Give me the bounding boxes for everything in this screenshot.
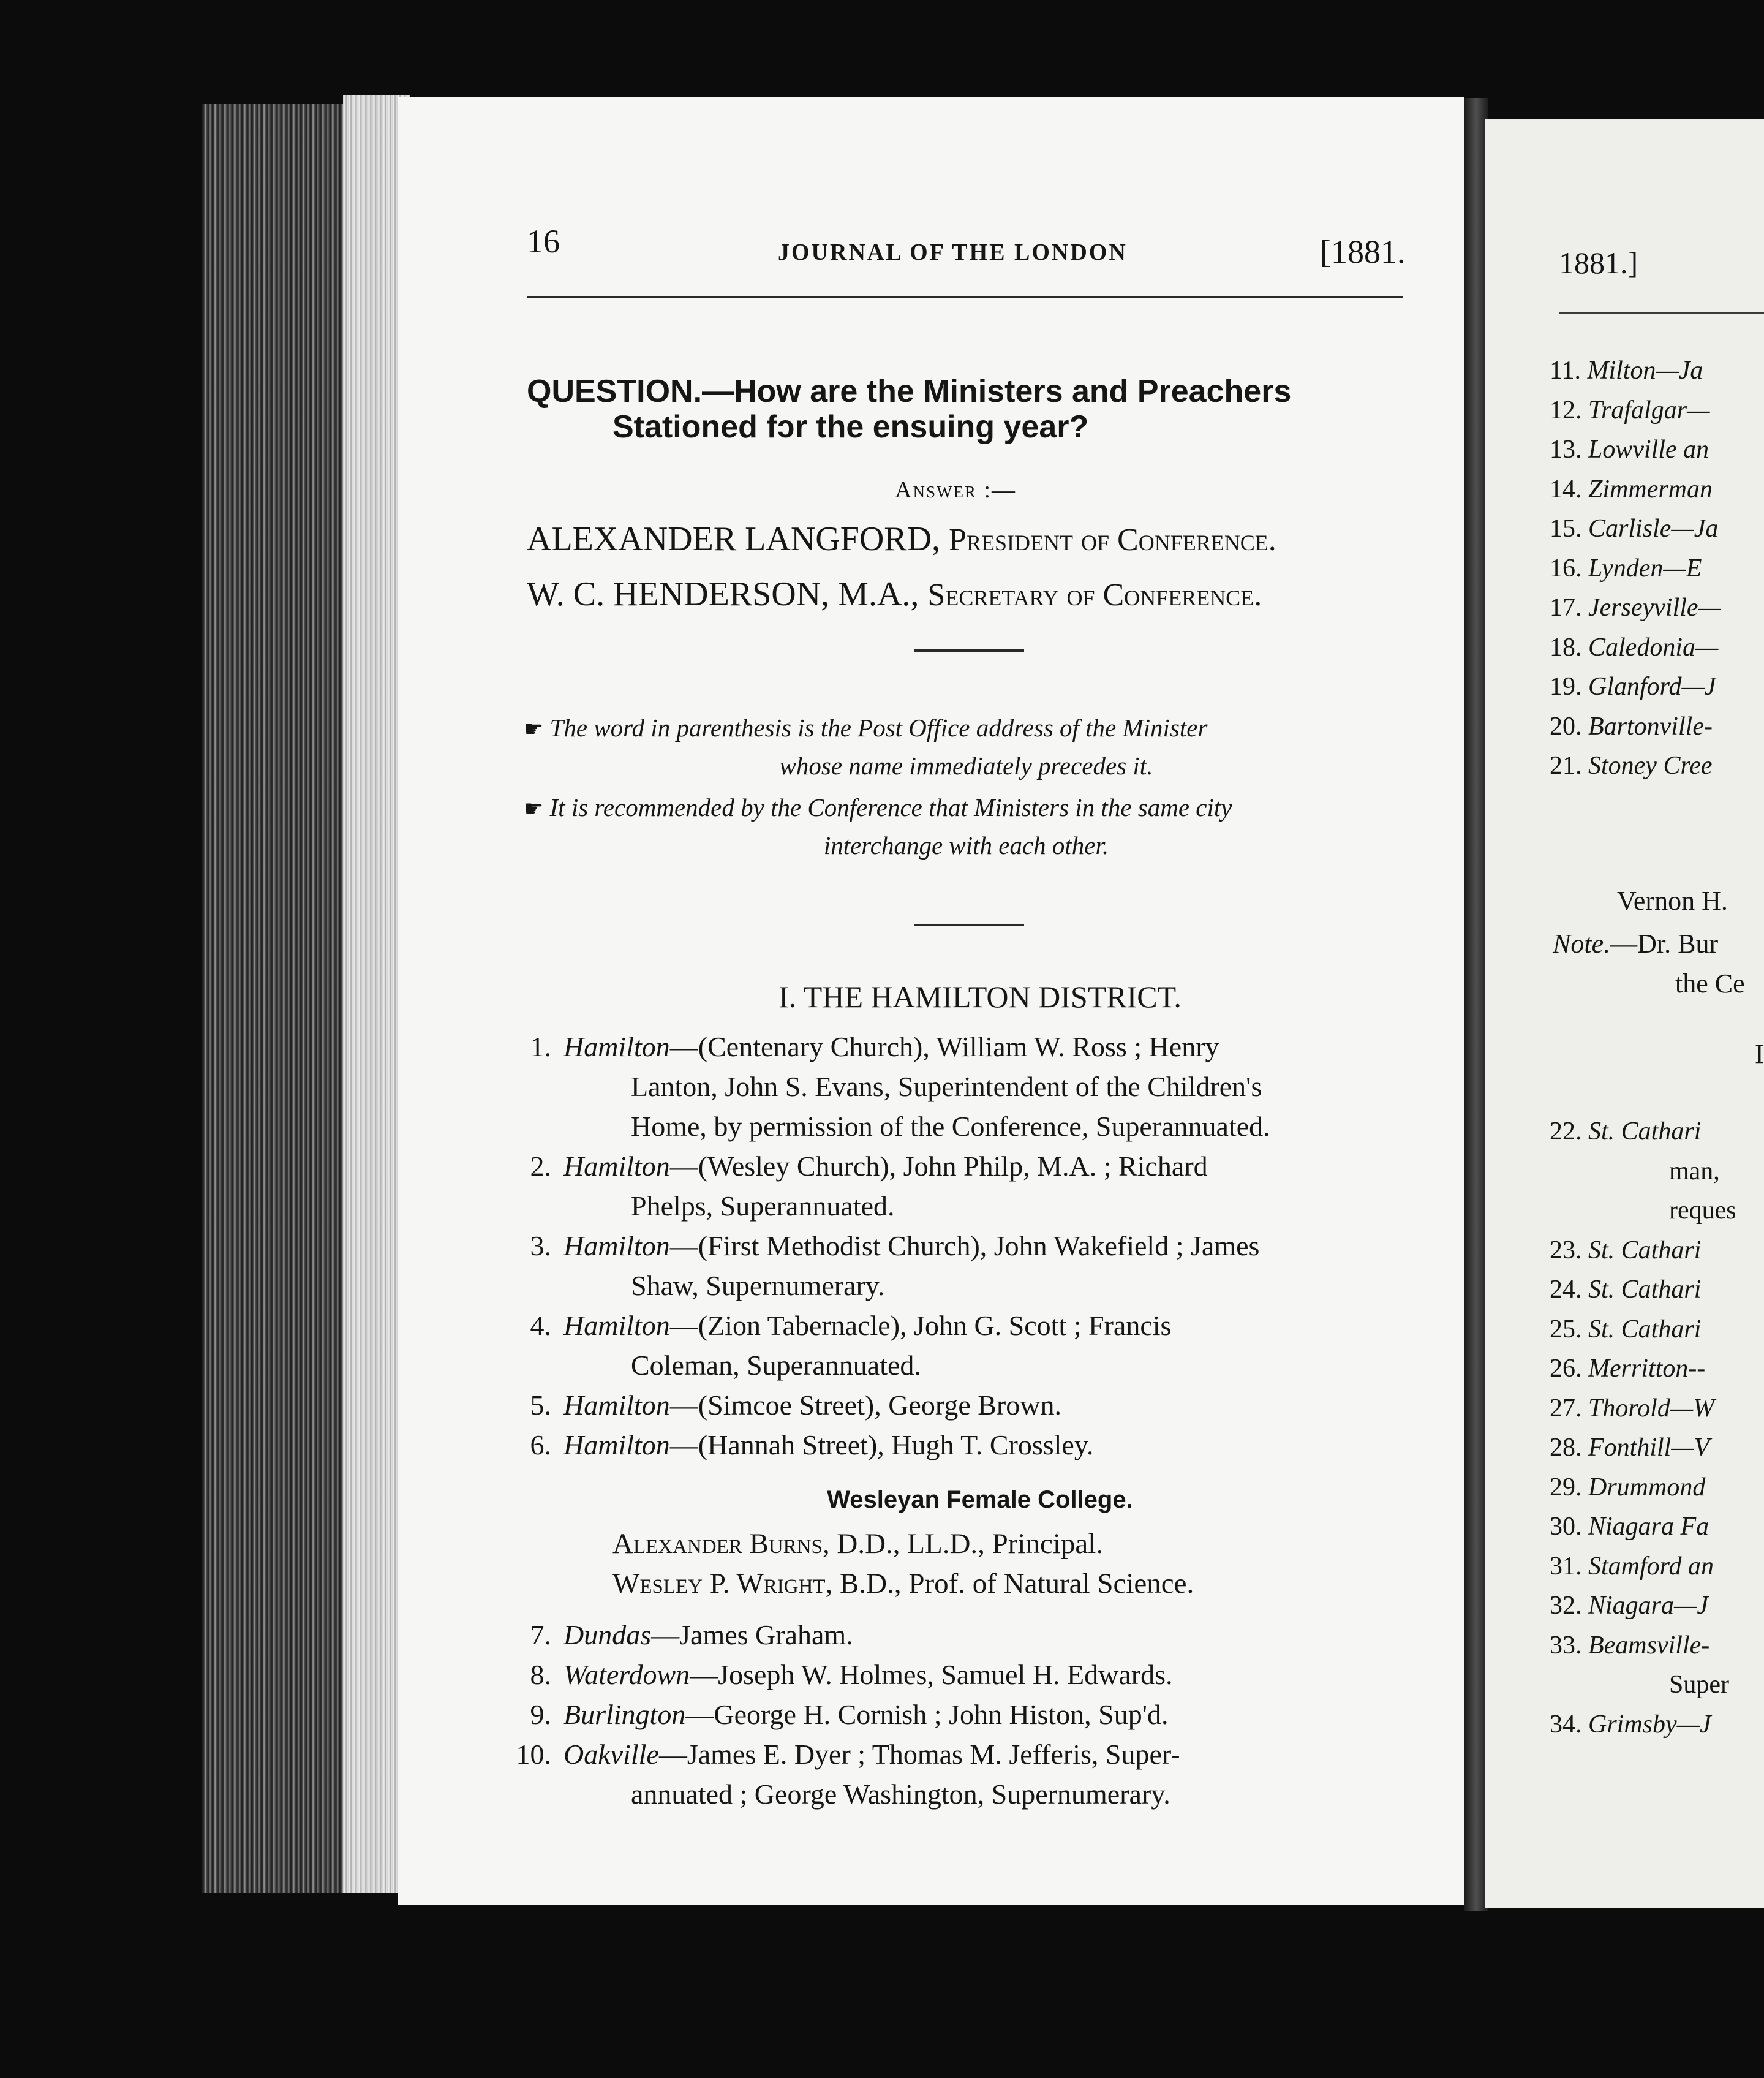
entry-continuation: Phelps, Superannuated.	[631, 1190, 895, 1222]
entry-number: 2.	[530, 1150, 551, 1182]
entry-text: —James Graham.	[651, 1619, 853, 1650]
district-title: I. THE HAMILTON DISTRICT.	[778, 980, 1182, 1014]
right-station-list-a	[1550, 351, 1721, 786]
entry-number: 10.	[516, 1739, 551, 1770]
section-rule-1	[914, 649, 1024, 652]
right-station-list-b	[1550, 1112, 1736, 1744]
entry-place: Hamilton	[564, 1031, 670, 1062]
left-page	[398, 97, 1464, 1905]
station-entry	[499, 1615, 1406, 1655]
entry-text: —(Zion Tabernacle), John G. Scott ; Francis	[669, 1310, 1172, 1341]
entry-number: 4.	[530, 1310, 551, 1341]
station-entry	[499, 1385, 1406, 1425]
pointing-hand-icon: ☛	[524, 717, 544, 741]
pointing-hand-icon: ☛	[524, 796, 544, 821]
station-entry	[499, 1027, 1406, 1146]
entry-place: Burlington	[564, 1699, 686, 1730]
right-entry: 16. Lynden—E	[1550, 554, 1702, 583]
year-head: [1881.	[1320, 233, 1406, 270]
right-section-mark: I	[1755, 1039, 1764, 1069]
right-entry: 12. Trafalgar—	[1550, 396, 1710, 425]
right-entry: 14. Zimmerman	[1550, 475, 1713, 504]
right-entry: 23. St. Cathari	[1550, 1236, 1702, 1264]
entry-number: 1.	[530, 1031, 551, 1062]
right-note: Note.—Dr. Bur	[1553, 929, 1719, 959]
running-head: JOURNAL OF THE LONDON	[778, 240, 1128, 265]
book-gutter	[1464, 98, 1488, 1911]
entry-text: —Joseph W. Holmes, Samuel H. Edwards.	[690, 1659, 1173, 1690]
entry-text: —(Hannah Street), Hugh T. Crossley.	[669, 1429, 1094, 1460]
president-role: President of Conference.	[949, 523, 1276, 557]
entry-text: —James E. Dyer ; Thomas M. Jefferis, Super-	[658, 1739, 1180, 1770]
college-staff-line	[612, 1564, 1194, 1604]
secretary-name: W. C. HENDERSON, M.A.,	[527, 575, 919, 613]
question-line-2: Stationed fɔr the ensuing year?	[612, 409, 1089, 445]
right-entry: 11. Milton—Ja	[1550, 357, 1703, 385]
entry-continuation: Shaw, Supernumerary.	[631, 1270, 885, 1301]
staff-title: D.D., LL.D., Principal.	[829, 1528, 1104, 1560]
college-staff	[612, 1524, 1194, 1604]
college-staff-line	[612, 1524, 1194, 1564]
entry-number: 8.	[530, 1659, 551, 1690]
right-entry: 26. Merritton--	[1550, 1354, 1706, 1383]
entry-place: Hamilton	[564, 1230, 670, 1261]
answer-label: Answer :—	[895, 477, 1016, 503]
section-rule-2	[914, 924, 1024, 926]
entry-continuation: Coleman, Superannuated.	[631, 1350, 921, 1381]
note1-line-1: The word in parenthesis is the Post Office address of the Minister	[549, 714, 1208, 742]
station-entry	[499, 1146, 1406, 1226]
entry-place: Hamilton	[564, 1150, 670, 1182]
right-entry: 13. Lowville an	[1550, 436, 1709, 464]
right-entry: 15. Carlisle—Ja	[1550, 515, 1719, 543]
station-entry	[499, 1695, 1406, 1734]
right-year-head: 1881.]	[1559, 246, 1638, 280]
entry-text: —(Centenary Church), William W. Ross ; Henry	[669, 1031, 1219, 1062]
right-header-rule	[1559, 312, 1764, 314]
station-entry	[499, 1226, 1406, 1305]
right-entry: 17. Jerseyville—	[1550, 594, 1721, 622]
right-entry: 28. Fonthill—V	[1550, 1434, 1710, 1462]
note2-line-2: interchange with each other.	[823, 831, 1109, 860]
header-rule	[527, 296, 1403, 298]
entry-place: Waterdown	[564, 1659, 690, 1690]
entry-place: Oakville	[564, 1739, 659, 1770]
secretary-role: Secretary of Conference.	[927, 578, 1262, 613]
entry-number: 5.	[530, 1389, 551, 1421]
entry-place: Hamilton	[564, 1389, 670, 1421]
president-line	[527, 520, 1276, 559]
right-entry: 27. Thorold—W	[1550, 1394, 1715, 1422]
station-list-1	[499, 1027, 1406, 1465]
right-entry: 24. St. Cathari	[1550, 1275, 1702, 1304]
entry-text: —(Wesley Church), John Philp, M.A. ; Richard	[669, 1150, 1208, 1182]
right-entry: 29. Drummond	[1550, 1473, 1706, 1502]
entry-number: 3.	[530, 1230, 551, 1261]
entry-continuation: annuated ; George Washington, Supernumerary.	[631, 1778, 1170, 1810]
station-entry	[499, 1425, 1406, 1465]
right-entry: man,	[1669, 1157, 1720, 1185]
right-entry: 20. Bartonville-	[1550, 712, 1713, 741]
right-vernon: Vernon H.	[1617, 886, 1728, 916]
staff-name: Wesley P. Wright,	[612, 1568, 833, 1600]
station-list-2	[499, 1615, 1406, 1814]
entry-continuation: Home, by permission of the Conference, Superannuated.	[631, 1111, 1270, 1142]
right-entry: 31. Stamford an	[1550, 1552, 1714, 1581]
entry-continuation: Lanton, John S. Evans, Superintendent of the Children's	[631, 1071, 1262, 1102]
question-heading	[527, 374, 1409, 445]
president-name: ALEXANDER LANGFORD,	[527, 520, 941, 558]
right-entry: 34. Grimsby—J	[1550, 1710, 1711, 1739]
staff-name: Alexander Burns,	[612, 1528, 830, 1560]
entry-number: 7.	[530, 1619, 551, 1650]
note-interchange	[524, 789, 1409, 864]
right-entry: 25. St. Cathari	[1550, 1315, 1702, 1343]
right-entry: 30. Niagara Fa	[1550, 1513, 1709, 1541]
right-entry: Super	[1669, 1671, 1729, 1699]
secretary-line	[527, 575, 1262, 614]
entry-text: —(First Methodist Church), John Wakefield ; James	[669, 1230, 1260, 1261]
right-entry: reques	[1669, 1196, 1736, 1225]
right-page	[1485, 119, 1764, 1908]
entry-text: —(Simcoe Street), George Brown.	[669, 1389, 1061, 1421]
entry-place: Hamilton	[564, 1310, 670, 1341]
entry-text: —George H. Cornish ; John Histon, Sup'd.	[685, 1699, 1169, 1730]
entry-place: Dundas	[564, 1619, 652, 1650]
right-entry: 21. Stoney Cree	[1550, 752, 1713, 780]
right-entry: 32. Niagara—J	[1550, 1592, 1709, 1620]
right-entry: 18. Caledonia—	[1550, 633, 1719, 662]
station-entry	[499, 1734, 1406, 1814]
right-entry: 33. Beamsville-	[1550, 1631, 1710, 1660]
college-title: Wesleyan Female College.	[827, 1486, 1133, 1513]
entry-place: Hamilton	[564, 1429, 670, 1460]
right-entry: 19. Glanford—J	[1550, 673, 1716, 701]
right-note-cont: the Ce	[1675, 969, 1745, 999]
page-number: 16	[527, 223, 560, 260]
staff-title: B.D., Prof. of Natural Science.	[832, 1568, 1194, 1600]
question-line-1: QUESTION.—How are the Ministers and Preachers	[527, 374, 1292, 409]
station-entry	[499, 1655, 1406, 1695]
note-post-office	[524, 709, 1409, 784]
entry-number: 6.	[530, 1429, 551, 1460]
right-entry: 22. St. Cathari	[1550, 1117, 1702, 1146]
note2-line-1: It is recommended by the Conference that Ministers in the same city	[549, 793, 1232, 822]
note1-line-2: whose name immediately precedes it.	[779, 752, 1153, 780]
entry-number: 9.	[530, 1699, 551, 1730]
station-entry	[499, 1305, 1406, 1385]
